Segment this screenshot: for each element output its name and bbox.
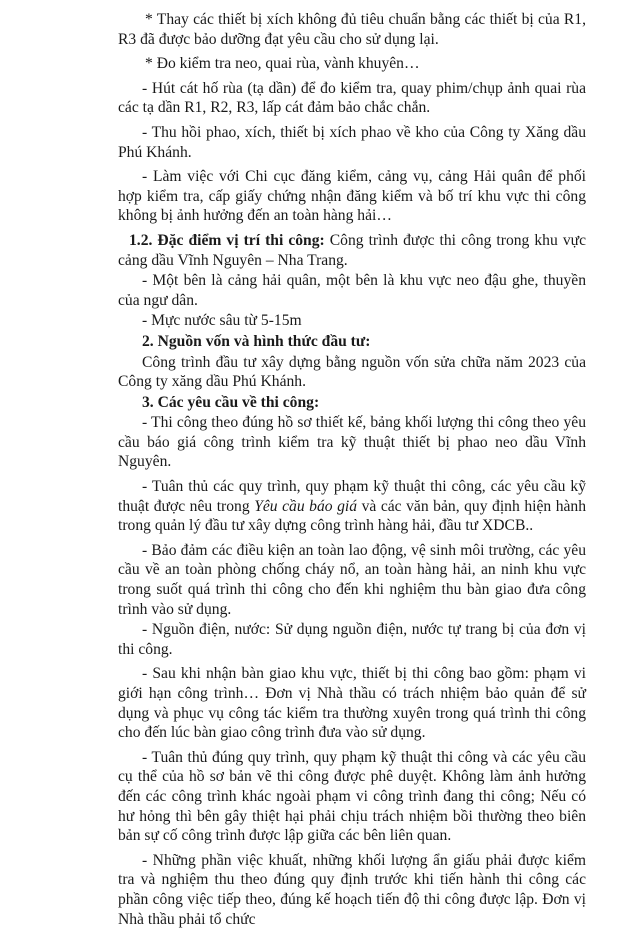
paragraph-safety: - Bảo đảm các điều kiện an toàn lao động, vệ sinh môi trường, các yêu cầu về an toàn phòng chống cháy nổ, an toàn hàng hải, an ninh khu vực trong suốt quá trình thi công cho đến khi nghiệm thu bàn giao đưa công trình vào sử dụng. (118, 541, 586, 618)
paragraph-handover: - Sau khi nhận bàn giao khu vực, thiết bị thi công bao gồm: phạm vi giới hạn công trình… Đơn vị Nhà thầu có trách nhiệm bảo quản để sử dụng và phục vụ công tác kiểm tra thường xuyên trong quá trình thi công cho đến lúc bàn giao công trình đưa vào sử dụng. (118, 665, 586, 742)
paragraph-funding: Công trình đầu tư xây dựng bằng nguồn vốn sửa chữa năm 2023 của Công ty xăng dầu Phú Khánh. (118, 353, 586, 391)
paragraph-surroundings: - Một bên là cảng hải quân, một bên là khu vực neo đậu ghe, thuyền của ngư dân. (118, 272, 586, 309)
paragraph-recover-buoy: - Thu hồi phao, xích, thiết bị xích phao về kho của Công ty Xăng dầu Phú Khánh. (118, 123, 586, 161)
paragraph-comply-procedures (118, 477, 586, 536)
comply-text-italic: Yêu cầu báo giá (254, 497, 358, 515)
paragraph-utilities: - Nguồn điện, nước: Sử dụng nguồn điện, nước tự trang bị của đơn vị thi công. (118, 621, 586, 658)
paragraph-hidden-work: - Những phần việc khuất, những khối lượng ẩn giấu phải được kiểm tra và nghiệm thu theo đúng quy định trước khi tiến hành thi công các phần công việc tiếp theo, đúng kế hoạch tiến độ thi công được lập. Đơn vị Nhà thầu phải tổ chức (118, 851, 586, 928)
paragraph-water-depth: - Mực nước sâu từ 5-15m (142, 312, 302, 330)
paragraph-replace-chain: * Thay các thiết bị xích không đủ tiêu chuẩn bằng các thiết bị của R1, R3 đã được bảo dưỡng đạt yêu cầu cho sử dụng lại. (118, 11, 586, 48)
paragraph-coordination: - Làm việc với Chi cục đăng kiểm, cảng vụ, cảng Hải quân để phối hợp kiểm tra, cấp giấy chứng nhận đăng kiểm và bố trí khu vực thi công không bị ảnh hưởng đến an toàn hàng hải… (118, 168, 586, 225)
comply-text-before: - Tuân thủ các quy trình, quy phạm kỹ thuật thi công, các yêu cầu kỹ thuật được nêu trong (118, 478, 586, 515)
heading-requirements: 3. Các yêu cầu về thi công: (142, 393, 320, 411)
paragraph-sand-suction: - Hút cát hố rùa (tạ dần) để đo kiểm tra, quay phim/chụp ảnh quai rùa các tạ dần R1, R2, R3, lấp cát đảm bảo chắc chắn. (118, 79, 586, 117)
document-page (118, 10, 586, 934)
paragraph-anchor-check: * Đo kiểm tra neo, quai rùa, vành khuyên… (145, 55, 420, 73)
paragraph-site-features (118, 231, 586, 270)
heading-site-features: 1.2. Đặc điểm vị trí thi công: (129, 231, 325, 249)
paragraph-funding-heading (118, 332, 586, 352)
comply-text-after: và các văn bản, quy định hiện hành trong quản lý đầu tư xây dựng công trình hàng hải, đầu tư XDCB.. (118, 497, 587, 535)
site-features-text: Công trình được thi công trong khu vực cảng dầu Vĩnh Nguyên – Nha Trang. (118, 231, 586, 269)
paragraph-requirements-heading (118, 393, 586, 413)
paragraph-comply-drawings: - Tuân thủ đúng quy trình, quy phạm kỹ thuật thi công và các yêu cầu cụ thể của hồ sơ bản vẽ thi công được phê duyệt. Không làm ảnh hưởng đến các công trình khác ngoài phạm vi công trình đang thi công; Nếu có hư hỏng thì bên gây thiệt hại phải chịu trách nhiệm bồi thường theo biên bản sự cố công trình được lập giữa các bên liên quan. (118, 748, 586, 845)
heading-funding: 2. Nguồn vốn và hình thức đầu tư: (142, 332, 371, 350)
paragraph-follow-design: - Thi công theo đúng hồ sơ thiết kế, bảng khối lượng thi công theo yêu cầu báo giá công trình kiểm tra kỹ thuật thiết bị phao neo dầu Vĩnh Nguyên. (118, 414, 586, 471)
